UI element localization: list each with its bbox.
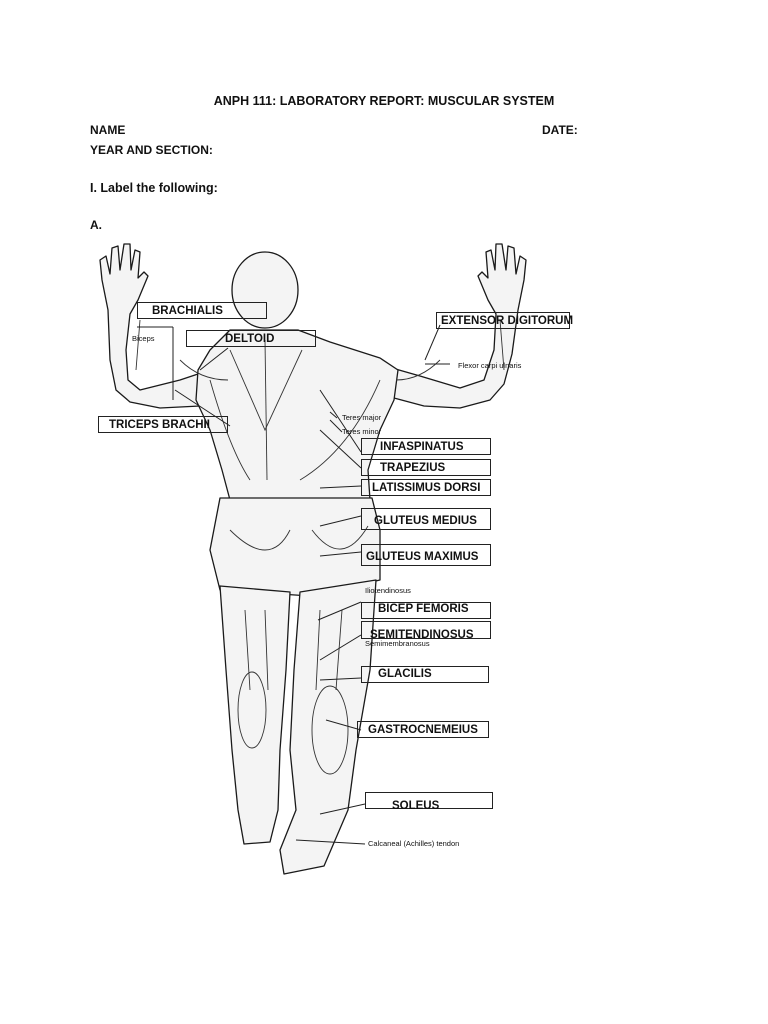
name-label: NAME	[90, 123, 126, 137]
label-gluteus-maximus: GLUTEUS MAXIMUS	[361, 544, 491, 566]
label-trapezius: TRAPEZIUS	[361, 459, 491, 476]
label-glacilis: GLACILIS	[361, 666, 489, 683]
year-section-label: YEAR AND SECTION:	[90, 143, 213, 157]
date-label: DATE:	[542, 123, 578, 137]
label-infaspinatus: INFASPINATUS	[361, 438, 491, 455]
muscular-system-figure	[80, 230, 580, 890]
printed-label-biceps: Biceps	[132, 334, 155, 343]
instructions: I. Label the following:	[90, 181, 218, 195]
label-triceps-brachii: TRICEPS BRACHII	[98, 416, 228, 433]
label-gastrocnemeius: GASTROCNEMEIUS	[357, 721, 489, 738]
label-gluteus-medius: GLUTEUS MEDIUS	[361, 508, 491, 530]
label-extensor-digitorum: EXTENSOR DIGITORUM	[436, 312, 570, 329]
printed-label-iliotendinosus: Iliotendinosus	[365, 586, 411, 595]
page-title: ANPH 111: LABORATORY REPORT: MUSCULAR SYSTEM	[213, 94, 555, 108]
printed-label-teres-minor: Teres minor	[342, 427, 382, 436]
part-label: A.	[90, 218, 102, 232]
label-brachialis: BRACHIALIS	[137, 302, 267, 319]
label-semitendinosus: SEMITENDINOSUS	[361, 621, 491, 639]
printed-label-semimembranosus: Semimembranosus	[365, 639, 430, 648]
printed-label-calcaneal-tendon: Calcaneal (Achilles) tendon	[368, 839, 460, 848]
printed-label-teres-major: Teres major	[342, 413, 382, 422]
label-latissimus-dorsi: LATISSIMUS DORSI	[361, 479, 491, 496]
label-soleus: SOLEUS	[365, 792, 493, 809]
label-bicep-femoris: BICEP FEMORIS	[361, 602, 491, 619]
printed-label-flexor-carpi-ulnaris: Flexor carpi ulnaris	[458, 361, 522, 370]
label-deltoid: DELTOID	[186, 330, 316, 347]
